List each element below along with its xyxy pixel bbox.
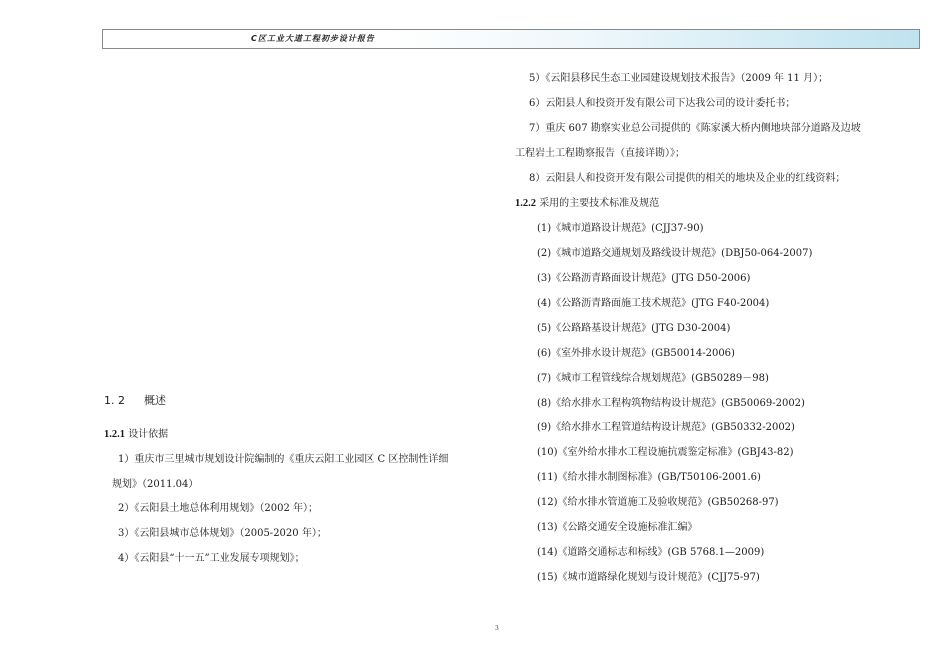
page-header bbox=[102, 29, 920, 49]
standard-item: (7)《城市工程管线综合规划规范》(GB50289－98) bbox=[537, 373, 769, 384]
basis-item: 4）《云阳县“十一五”工业发展专项规划》； bbox=[118, 553, 305, 564]
standard-item: (3)《公路沥青路面设计规范》(JTG D50-2006) bbox=[537, 273, 751, 284]
basis-item: 5）《云阳县移民生态工业园建设规划技术报告》（2009 年 11 月）； bbox=[529, 73, 829, 84]
subsection-title: 采用的主要技术标准及规范 bbox=[539, 198, 660, 209]
basis-item: 8）云阳县人和投资开发有限公司提供的相关的地块及企业的红线资料； bbox=[529, 173, 846, 184]
subsection-heading-standards bbox=[515, 197, 659, 211]
basis-item: 6）云阳县人和投资开发有限公司下达我公司的设计委托书； bbox=[529, 98, 796, 109]
standard-item: (14)《道路交通标志和标线》(GB 5768.1—2009) bbox=[537, 547, 765, 558]
standard-item: (10)《室外给水排水工程设施抗震鉴定标准》(GBJ43-82) bbox=[537, 447, 794, 458]
standard-item: (5)《公路路基设计规范》(JTG D30-2004) bbox=[537, 323, 731, 334]
standard-item: (8)《给水排水工程构筑物结构设计规范》(GB50069-2002) bbox=[537, 398, 805, 409]
basis-item-continued: 规划》（2011.04） bbox=[112, 479, 199, 490]
header-title: C区工业大道工程初步设计报告 bbox=[251, 34, 375, 43]
section-number: 1. 2 bbox=[104, 394, 125, 407]
subsection-title: 设计依据 bbox=[128, 429, 169, 440]
standard-item: (15)《城市道路绿化规划与设计规范》(CJJ75-97) bbox=[537, 572, 760, 583]
standard-item: (6)《室外排水设计规范》(GB50014-2006) bbox=[537, 348, 735, 359]
basis-item: 3）《云阳县城市总体规划》（2005-2020 年）； bbox=[118, 528, 327, 539]
basis-item-continued: 工程岩土工程勘察报告（直接详勘）》； bbox=[515, 148, 685, 159]
standard-item: (12)《给水排水管道施工及验收规范》(GB50268-97) bbox=[537, 497, 779, 508]
standard-item: (13)《公路交通安全设施标准汇编》 bbox=[537, 522, 698, 533]
basis-item: 2）《云阳县土地总体利用规划》（2002 年）； bbox=[118, 503, 318, 514]
standard-item: (11)《给水排水制图标准》(GB/T50106-2001.6) bbox=[537, 472, 761, 483]
subsection-heading-basis bbox=[104, 428, 168, 442]
section-heading bbox=[104, 392, 166, 408]
basis-item: 7）重庆 607 勘察实业总公司提供的《陈家溪大桥内侧地块部分道路及边坡 bbox=[529, 123, 861, 134]
page-number: 3 bbox=[495, 625, 499, 632]
standard-item: (1)《城市道路设计规范》(CJJ37-90) bbox=[537, 223, 704, 234]
standard-item: (4)《公路沥青路面施工技术规范》(JTG F40-2004) bbox=[537, 298, 770, 309]
standard-item: (9)《给水排水工程管道结构设计规范》(GB50332-2002) bbox=[537, 422, 795, 433]
subsection-number: 1.2.1 bbox=[104, 429, 125, 440]
section-title: 概述 bbox=[144, 394, 166, 407]
basis-item: 1）重庆市三里城市规划设计院编制的《重庆云阳工业园区 C 区控制性详细 bbox=[118, 454, 449, 465]
standard-item: (2)《城市道路交通规划及路线设计规范》(DBJ50-064-2007) bbox=[537, 248, 813, 259]
subsection-number: 1.2.2 bbox=[515, 198, 536, 209]
